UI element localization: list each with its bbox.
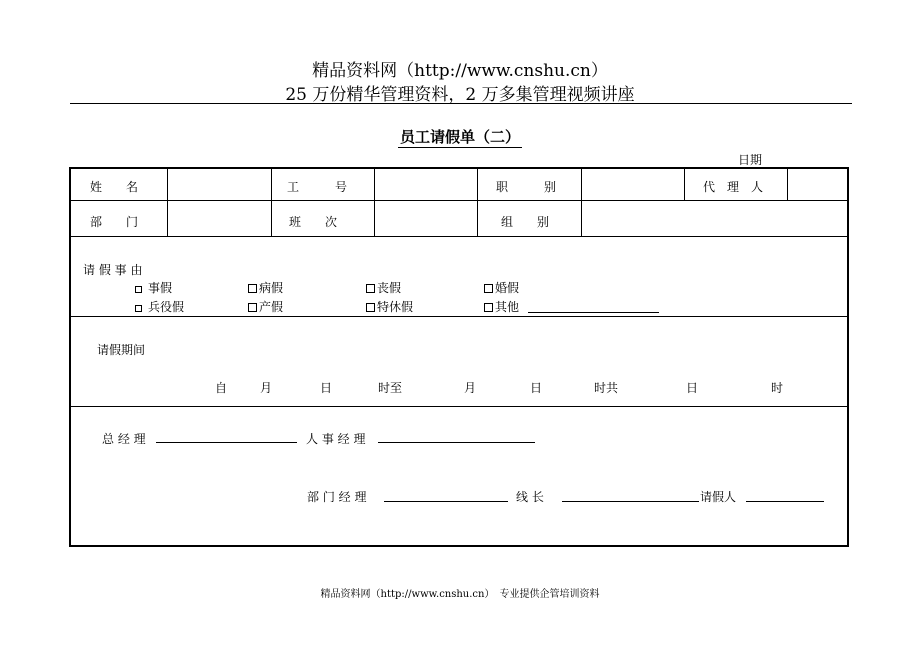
period-total-days: 日 <box>686 381 699 395</box>
applicant-signature-line[interactable] <box>746 501 824 502</box>
period-from: 自 <box>215 381 228 395</box>
period-total-hours: 时 <box>771 381 784 395</box>
period-hour-total: 时共 <box>594 381 619 395</box>
label-shift: 班 次 <box>289 215 338 229</box>
checkbox-icon[interactable] <box>248 303 257 312</box>
option-maternity-leave[interactable]: 产假 <box>248 298 283 315</box>
label-dept: 部 门 <box>90 215 139 229</box>
label-general-manager: 总 经 理 <box>102 432 146 446</box>
checkbox-icon[interactable] <box>484 303 493 312</box>
option-marriage-leave[interactable]: 婚假 <box>484 279 519 296</box>
header-tagline: 25 万份精华管理资料，2 万多集管理视频讲座 <box>285 85 635 105</box>
shift-field[interactable] <box>375 201 476 235</box>
date-label: 日期 <box>738 153 763 167</box>
general-manager-signature-line[interactable] <box>156 442 297 443</box>
checkbox-icon[interactable] <box>135 286 142 293</box>
period-day-start: 日 <box>320 381 333 395</box>
other-reason-line[interactable] <box>528 312 659 313</box>
label-hr-manager: 人 事 经 理 <box>306 432 366 446</box>
option-other-leave[interactable]: 其他 <box>484 298 519 315</box>
period-day-end: 日 <box>530 381 543 395</box>
option-sick-leave[interactable]: 病假 <box>248 279 283 296</box>
option-military-leave[interactable]: 兵役假 <box>135 298 184 315</box>
job-no-field[interactable] <box>375 169 476 199</box>
option-bereavement-leave[interactable]: 丧假 <box>366 279 401 296</box>
label-period: 请假期间 <box>97 343 146 357</box>
label-reason: 请 假 事 由 <box>83 263 143 277</box>
label-dept-manager: 部 门 经 理 <box>307 490 367 504</box>
checkbox-icon[interactable] <box>366 284 375 293</box>
label-name: 姓 名 <box>90 180 139 194</box>
dept-field[interactable] <box>168 201 270 235</box>
hr-manager-signature-line[interactable] <box>378 442 535 443</box>
label-job-no: 工 号 <box>287 180 348 194</box>
period-month-end: 月 <box>464 381 477 395</box>
label-line-lead: 线 长 <box>516 490 544 504</box>
label-group: 组 别 <box>501 215 550 229</box>
form-title: 员工请假单（二） <box>399 128 520 146</box>
label-applicant: 请假人 <box>700 490 737 504</box>
position-field[interactable] <box>582 169 683 199</box>
label-position: 职 别 <box>496 180 557 194</box>
checkbox-icon[interactable] <box>366 303 375 312</box>
line-lead-signature-line[interactable] <box>562 501 699 502</box>
checkbox-icon[interactable] <box>484 284 493 293</box>
label-agent: 代 理 人 <box>703 180 764 194</box>
dept-manager-signature-line[interactable] <box>384 501 508 502</box>
checkbox-icon[interactable] <box>248 284 257 293</box>
option-special-leave[interactable]: 特休假 <box>366 298 413 315</box>
page-footer: 精品资料网（http://www.cnshu.cn） 专业提供企管培训资料 <box>320 589 600 600</box>
period-hour-to: 时至 <box>378 381 403 395</box>
row-divider-2 <box>70 236 849 237</box>
agent-field[interactable] <box>788 169 848 199</box>
row-divider-4 <box>70 406 849 407</box>
header-site-line: 精品资料网（http://www.cnshu.cn） <box>312 61 608 81</box>
col-divider-2 <box>271 168 272 236</box>
header-rule <box>70 103 852 104</box>
col-divider-4 <box>477 168 478 236</box>
checkbox-icon[interactable] <box>135 305 142 312</box>
period-month-start: 月 <box>260 381 273 395</box>
row-divider-3 <box>70 316 849 317</box>
group-field[interactable] <box>582 201 848 235</box>
option-personal-leave[interactable]: 事假 <box>135 279 172 296</box>
name-field[interactable] <box>168 169 270 199</box>
col-divider-6 <box>684 168 685 200</box>
